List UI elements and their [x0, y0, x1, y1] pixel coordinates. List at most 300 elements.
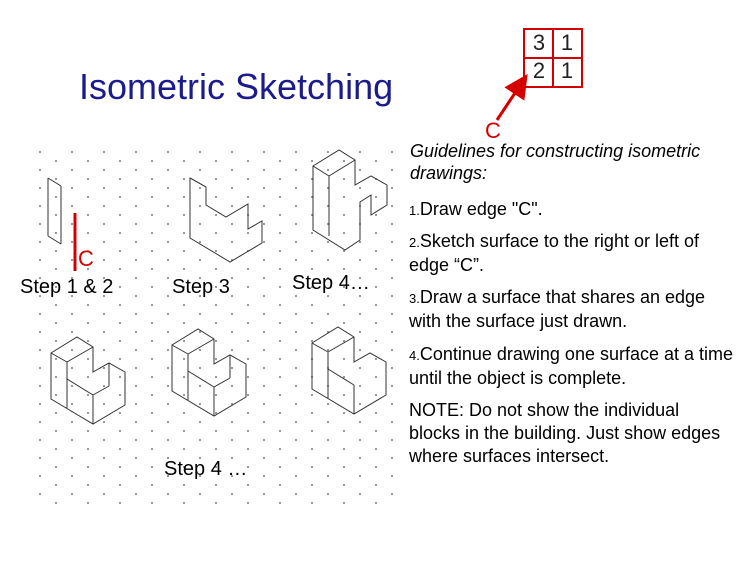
- grid-dot: [359, 169, 361, 171]
- grid-dot: [327, 295, 329, 297]
- grid-dot: [311, 430, 313, 432]
- grid-dot: [391, 493, 393, 495]
- grid-dot: [327, 313, 329, 315]
- grid-dot: [135, 241, 137, 243]
- grid-dot: [279, 358, 281, 360]
- edge-c-label-top: C: [485, 118, 501, 143]
- grid-dot: [183, 430, 185, 432]
- grid-dot: [359, 331, 361, 333]
- grid-dot: [295, 331, 297, 333]
- edge-arrow: [497, 84, 521, 120]
- grid-dot: [247, 394, 249, 396]
- grid-dot: [343, 232, 345, 234]
- grid-dot: [311, 322, 313, 324]
- grid-dot: [343, 448, 345, 450]
- grid-dot: [391, 205, 393, 207]
- grid-dot: [151, 466, 153, 468]
- grid-dot: [183, 322, 185, 324]
- grid-dot: [215, 448, 217, 450]
- grid-dot: [247, 412, 249, 414]
- grid-dot: [199, 367, 201, 369]
- grid-dot: [311, 232, 313, 234]
- grid-dot: [119, 502, 121, 504]
- grid-dot: [103, 241, 105, 243]
- grid-dot: [151, 412, 153, 414]
- grid-dot: [183, 376, 185, 378]
- grid-dot: [71, 169, 73, 171]
- grid-dot: [391, 187, 393, 189]
- grid-dot: [167, 169, 169, 171]
- grid-dot: [39, 241, 41, 243]
- grid-dot: [167, 421, 169, 423]
- grid-dot: [183, 304, 185, 306]
- grid-dot: [87, 358, 89, 360]
- grid-dot: [55, 376, 57, 378]
- grid-dot: [39, 349, 41, 351]
- grid-dot: [391, 241, 393, 243]
- grid-dot: [119, 484, 121, 486]
- grid-dot: [295, 349, 297, 351]
- grid-dot: [247, 448, 249, 450]
- grid-dot: [71, 421, 73, 423]
- grid-dot: [215, 232, 217, 234]
- grid-dot: [55, 268, 57, 270]
- grid-dot: [375, 268, 377, 270]
- grid-dot: [295, 241, 297, 243]
- grid-dot: [359, 295, 361, 297]
- grid-dot: [391, 223, 393, 225]
- grid-dot: [295, 403, 297, 405]
- grid-dot: [135, 187, 137, 189]
- grid-dot: [359, 187, 361, 189]
- grid-dot: [311, 484, 313, 486]
- grid-dot: [311, 412, 313, 414]
- grid-dot: [135, 439, 137, 441]
- grid-dot: [231, 169, 233, 171]
- grid-dot: [151, 196, 153, 198]
- grid-dot: [263, 421, 265, 423]
- grid-dot: [327, 493, 329, 495]
- grid-cell-top-left: 3: [532, 30, 546, 55]
- grid-dot: [231, 331, 233, 333]
- grid-dot: [327, 169, 329, 171]
- grid-dot: [151, 304, 153, 306]
- grid-dot: [39, 223, 41, 225]
- grid-dot: [167, 259, 169, 261]
- sketch-step-1-2: [48, 178, 61, 244]
- grid-dot: [39, 313, 41, 315]
- grid-dot: [391, 457, 393, 459]
- grid-dot: [71, 493, 73, 495]
- grid-dot: [231, 241, 233, 243]
- grid-dot: [279, 484, 281, 486]
- grid-dot: [135, 169, 137, 171]
- grid-dot: [167, 331, 169, 333]
- grid-dot: [279, 430, 281, 432]
- grid-dot: [167, 205, 169, 207]
- grid-dot: [199, 439, 201, 441]
- grid-dot: [343, 214, 345, 216]
- grid-dot: [231, 187, 233, 189]
- grid-dot: [167, 241, 169, 243]
- grid-dot: [199, 187, 201, 189]
- grid-dot: [151, 430, 153, 432]
- grid-dot: [87, 430, 89, 432]
- grid-dot: [231, 367, 233, 369]
- step-number: 4.: [409, 348, 420, 363]
- grid-dot: [55, 358, 57, 360]
- grid-dot: [311, 340, 313, 342]
- grid-dot: [135, 259, 137, 261]
- grid-dot: [311, 448, 313, 450]
- grid-dot: [215, 322, 217, 324]
- grid-dot: [327, 421, 329, 423]
- grid-dot: [39, 439, 41, 441]
- grid-dot: [279, 268, 281, 270]
- grid-dot: [119, 430, 121, 432]
- grid-dot: [135, 403, 137, 405]
- grid-dot: [183, 196, 185, 198]
- grid-dot: [343, 160, 345, 162]
- grid-dot: [375, 448, 377, 450]
- grid-dot: [151, 214, 153, 216]
- grid-dot: [183, 268, 185, 270]
- grid-dot: [295, 313, 297, 315]
- grid-dot: [279, 160, 281, 162]
- grid-dot: [231, 277, 233, 279]
- grid-dot: [167, 385, 169, 387]
- grid-dot: [343, 304, 345, 306]
- grid-dot: [55, 322, 57, 324]
- grid-dot: [183, 232, 185, 234]
- grid-cell-bottom-left: 2: [532, 58, 546, 83]
- grid-dot: [359, 367, 361, 369]
- grid-dot: [103, 205, 105, 207]
- grid-dot: [279, 340, 281, 342]
- grid-dot: [391, 403, 393, 405]
- grid-dot: [263, 277, 265, 279]
- grid-dot: [55, 160, 57, 162]
- page-title: Isometric Sketching: [79, 66, 394, 107]
- grid-dot: [183, 250, 185, 252]
- grid-dot: [391, 151, 393, 153]
- sketch-step-4-top: [313, 150, 387, 250]
- grid-dot: [375, 160, 377, 162]
- grid-dot: [103, 313, 105, 315]
- grid-dot: [103, 421, 105, 423]
- grid-dot: [359, 403, 361, 405]
- sketch-step-4-bottom-right: [312, 327, 386, 414]
- grid-dot: [119, 232, 121, 234]
- grid-dot: [215, 178, 217, 180]
- grid-dot: [71, 223, 73, 225]
- grid-dot: [135, 205, 137, 207]
- grid-dot: [183, 214, 185, 216]
- grid-dot: [311, 394, 313, 396]
- grid-dot: [359, 313, 361, 315]
- grid-dot: [279, 250, 281, 252]
- grid-dot: [231, 223, 233, 225]
- grid-dot: [119, 322, 121, 324]
- grid-dot: [87, 214, 89, 216]
- grid-dot: [279, 304, 281, 306]
- grid-dot: [231, 421, 233, 423]
- label-step-3: Step 3: [172, 276, 230, 298]
- grid-dot: [55, 340, 57, 342]
- grid-dot: [87, 448, 89, 450]
- grid-dot: [103, 331, 105, 333]
- grid-dot: [55, 430, 57, 432]
- grid-dot: [215, 502, 217, 504]
- grid-dot: [151, 286, 153, 288]
- grid-dot: [343, 430, 345, 432]
- grid-dot: [135, 277, 137, 279]
- grid-dot: [327, 439, 329, 441]
- grid-dot: [55, 412, 57, 414]
- grid-dot: [135, 475, 137, 477]
- grid-dot: [103, 223, 105, 225]
- grid-dot: [359, 151, 361, 153]
- grid-dot: [103, 349, 105, 351]
- step-text: Sketch surface to the right or left of edge “C”.: [409, 231, 699, 275]
- grid-dot: [183, 160, 185, 162]
- grid-dot: [71, 475, 73, 477]
- grid-dot: [135, 313, 137, 315]
- grid-dot: [359, 421, 361, 423]
- grid-dot: [263, 187, 265, 189]
- note-text: NOTE: Do not show the individual blocks in the building. Just show edges where surfaces intersect.: [409, 400, 721, 466]
- grid-dot: [199, 403, 201, 405]
- grid-dot: [311, 502, 313, 504]
- grid-dot: [295, 385, 297, 387]
- grid-dot: [135, 385, 137, 387]
- grid-dot: [135, 151, 137, 153]
- grid-dot: [71, 187, 73, 189]
- grid-dot: [103, 385, 105, 387]
- grid-dot: [71, 259, 73, 261]
- grid-dot: [279, 322, 281, 324]
- grid-dot: [167, 187, 169, 189]
- grid-dot: [263, 205, 265, 207]
- grid-dot: [39, 151, 41, 153]
- grid-dot: [151, 250, 153, 252]
- grid-dot: [55, 484, 57, 486]
- grid-dot: [263, 331, 265, 333]
- grid-dot: [39, 367, 41, 369]
- grid-dot: [39, 403, 41, 405]
- grid-dot: [343, 268, 345, 270]
- grid-dot: [247, 340, 249, 342]
- grid-dot: [71, 241, 73, 243]
- grid-dot: [279, 502, 281, 504]
- grid-dot: [103, 439, 105, 441]
- step-text: Draw edge "C".: [419, 199, 543, 219]
- grid-dot: [247, 358, 249, 360]
- grid-dot: [135, 295, 137, 297]
- grid-dot: [119, 394, 121, 396]
- grid-dot: [295, 169, 297, 171]
- step-text: Draw a surface that shares an edge with the surface just drawn.: [409, 287, 706, 331]
- step-text: Continue drawing one surface at a time until the object is complete.: [409, 344, 734, 388]
- grid-dot: [151, 232, 153, 234]
- grid-dot: [375, 322, 377, 324]
- grid-dot: [183, 412, 185, 414]
- grid-dot: [359, 439, 361, 441]
- grid-dot: [391, 277, 393, 279]
- grid-dot: [183, 340, 185, 342]
- grid-dot: [327, 475, 329, 477]
- grid-dot: [55, 466, 57, 468]
- grid-dot: [375, 502, 377, 504]
- grid-dot: [215, 268, 217, 270]
- grid-dot: [215, 250, 217, 252]
- grid-dot: [295, 205, 297, 207]
- grid-dot: [215, 160, 217, 162]
- grid-dot: [375, 340, 377, 342]
- grid-dot: [87, 322, 89, 324]
- grid-cell-bottom-right: 1: [560, 58, 574, 83]
- grid-dot: [375, 196, 377, 198]
- grid-dot: [119, 196, 121, 198]
- step-item-1: [409, 198, 739, 222]
- grid-dot: [167, 403, 169, 405]
- step-item-4: [409, 343, 739, 390]
- grid-dot: [135, 223, 137, 225]
- grid-dot: [263, 313, 265, 315]
- grid-dot: [295, 421, 297, 423]
- grid-dot: [295, 367, 297, 369]
- grid-dot: [343, 322, 345, 324]
- grid-dot: [87, 502, 89, 504]
- grid-dot: [135, 331, 137, 333]
- grid-dot: [119, 340, 121, 342]
- grid-dot: [55, 448, 57, 450]
- grid-dot: [311, 160, 313, 162]
- grid-dot: [151, 340, 153, 342]
- grid-dot: [55, 304, 57, 306]
- step-item-3: [409, 286, 739, 333]
- grid-dot: [167, 151, 169, 153]
- grid-dot: [375, 466, 377, 468]
- grid-dot: [199, 385, 201, 387]
- grid-dot: [119, 412, 121, 414]
- sketch-step-3: [190, 178, 262, 262]
- grid-dot: [359, 349, 361, 351]
- grid-dot: [327, 457, 329, 459]
- grid-dot: [119, 466, 121, 468]
- grid-dot: [391, 367, 393, 369]
- grid-dot: [295, 151, 297, 153]
- grid-dot: [199, 205, 201, 207]
- grid-dot: [119, 178, 121, 180]
- sketch-step-4-bottom-left: [51, 337, 125, 424]
- grid-dot: [391, 385, 393, 387]
- grid-dot: [231, 493, 233, 495]
- grid-dot: [359, 385, 361, 387]
- grid-dot: [391, 295, 393, 297]
- grid-dot: [295, 223, 297, 225]
- grid-dot: [39, 169, 41, 171]
- grid-dot: [279, 214, 281, 216]
- grid-dot: [183, 394, 185, 396]
- grid-dot: [247, 286, 249, 288]
- grid-dot: [311, 250, 313, 252]
- grid-dot: [263, 241, 265, 243]
- grid-dot: [71, 367, 73, 369]
- grid-dot: [103, 457, 105, 459]
- grid-dot: [375, 430, 377, 432]
- grid-dot: [391, 421, 393, 423]
- step-item-2: [409, 230, 739, 277]
- grid-dot: [215, 484, 217, 486]
- grid-dot: [183, 178, 185, 180]
- grid-dot: [199, 421, 201, 423]
- grid-dot: [263, 457, 265, 459]
- grid-dot: [215, 196, 217, 198]
- grid-dot: [135, 349, 137, 351]
- grid-dot: [263, 259, 265, 261]
- grid-dot: [375, 376, 377, 378]
- grid-dot: [327, 259, 329, 261]
- grid-dot: [391, 259, 393, 261]
- grid-dot: [103, 367, 105, 369]
- grid-dot: [151, 376, 153, 378]
- grid-dot: [151, 394, 153, 396]
- grid-dot: [343, 178, 345, 180]
- grid-dot: [263, 475, 265, 477]
- grid-dot: [103, 169, 105, 171]
- grid-dot: [183, 502, 185, 504]
- grid-dot: [119, 358, 121, 360]
- grid-dot: [135, 421, 137, 423]
- grid-dot: [215, 430, 217, 432]
- grid-dot: [263, 493, 265, 495]
- step-number: 1.: [409, 203, 420, 218]
- grid-dot: [39, 331, 41, 333]
- grid-dot: [39, 493, 41, 495]
- grid-dot: [375, 250, 377, 252]
- grid-dot: [55, 250, 57, 252]
- grid-dot: [39, 457, 41, 459]
- grid-dot: [103, 151, 105, 153]
- label-step-1-2: Step 1 & 2: [20, 276, 114, 298]
- grid-dot: [71, 313, 73, 315]
- isometric-dot-grid: [39, 151, 393, 504]
- grid-dot: [151, 160, 153, 162]
- edge-c-label-figure: C: [78, 246, 94, 271]
- grid-dot: [311, 304, 313, 306]
- grid-dot: [55, 178, 57, 180]
- grid-dot: [103, 475, 105, 477]
- grid-dot: [247, 376, 249, 378]
- grid-dot: [279, 286, 281, 288]
- grid-dot: [119, 268, 121, 270]
- grid-dot: [247, 430, 249, 432]
- grid-dot: [167, 493, 169, 495]
- grid-dot: [167, 439, 169, 441]
- grid-dot: [311, 466, 313, 468]
- grid-dot: [167, 349, 169, 351]
- grid-dot: [215, 358, 217, 360]
- grid-dot: [215, 394, 217, 396]
- grid-dot: [295, 493, 297, 495]
- grid-dot: [135, 457, 137, 459]
- grid-dot: [231, 205, 233, 207]
- grid-dot: [359, 457, 361, 459]
- grid-dot: [375, 286, 377, 288]
- grid-dot: [263, 403, 265, 405]
- grid-dot: [263, 349, 265, 351]
